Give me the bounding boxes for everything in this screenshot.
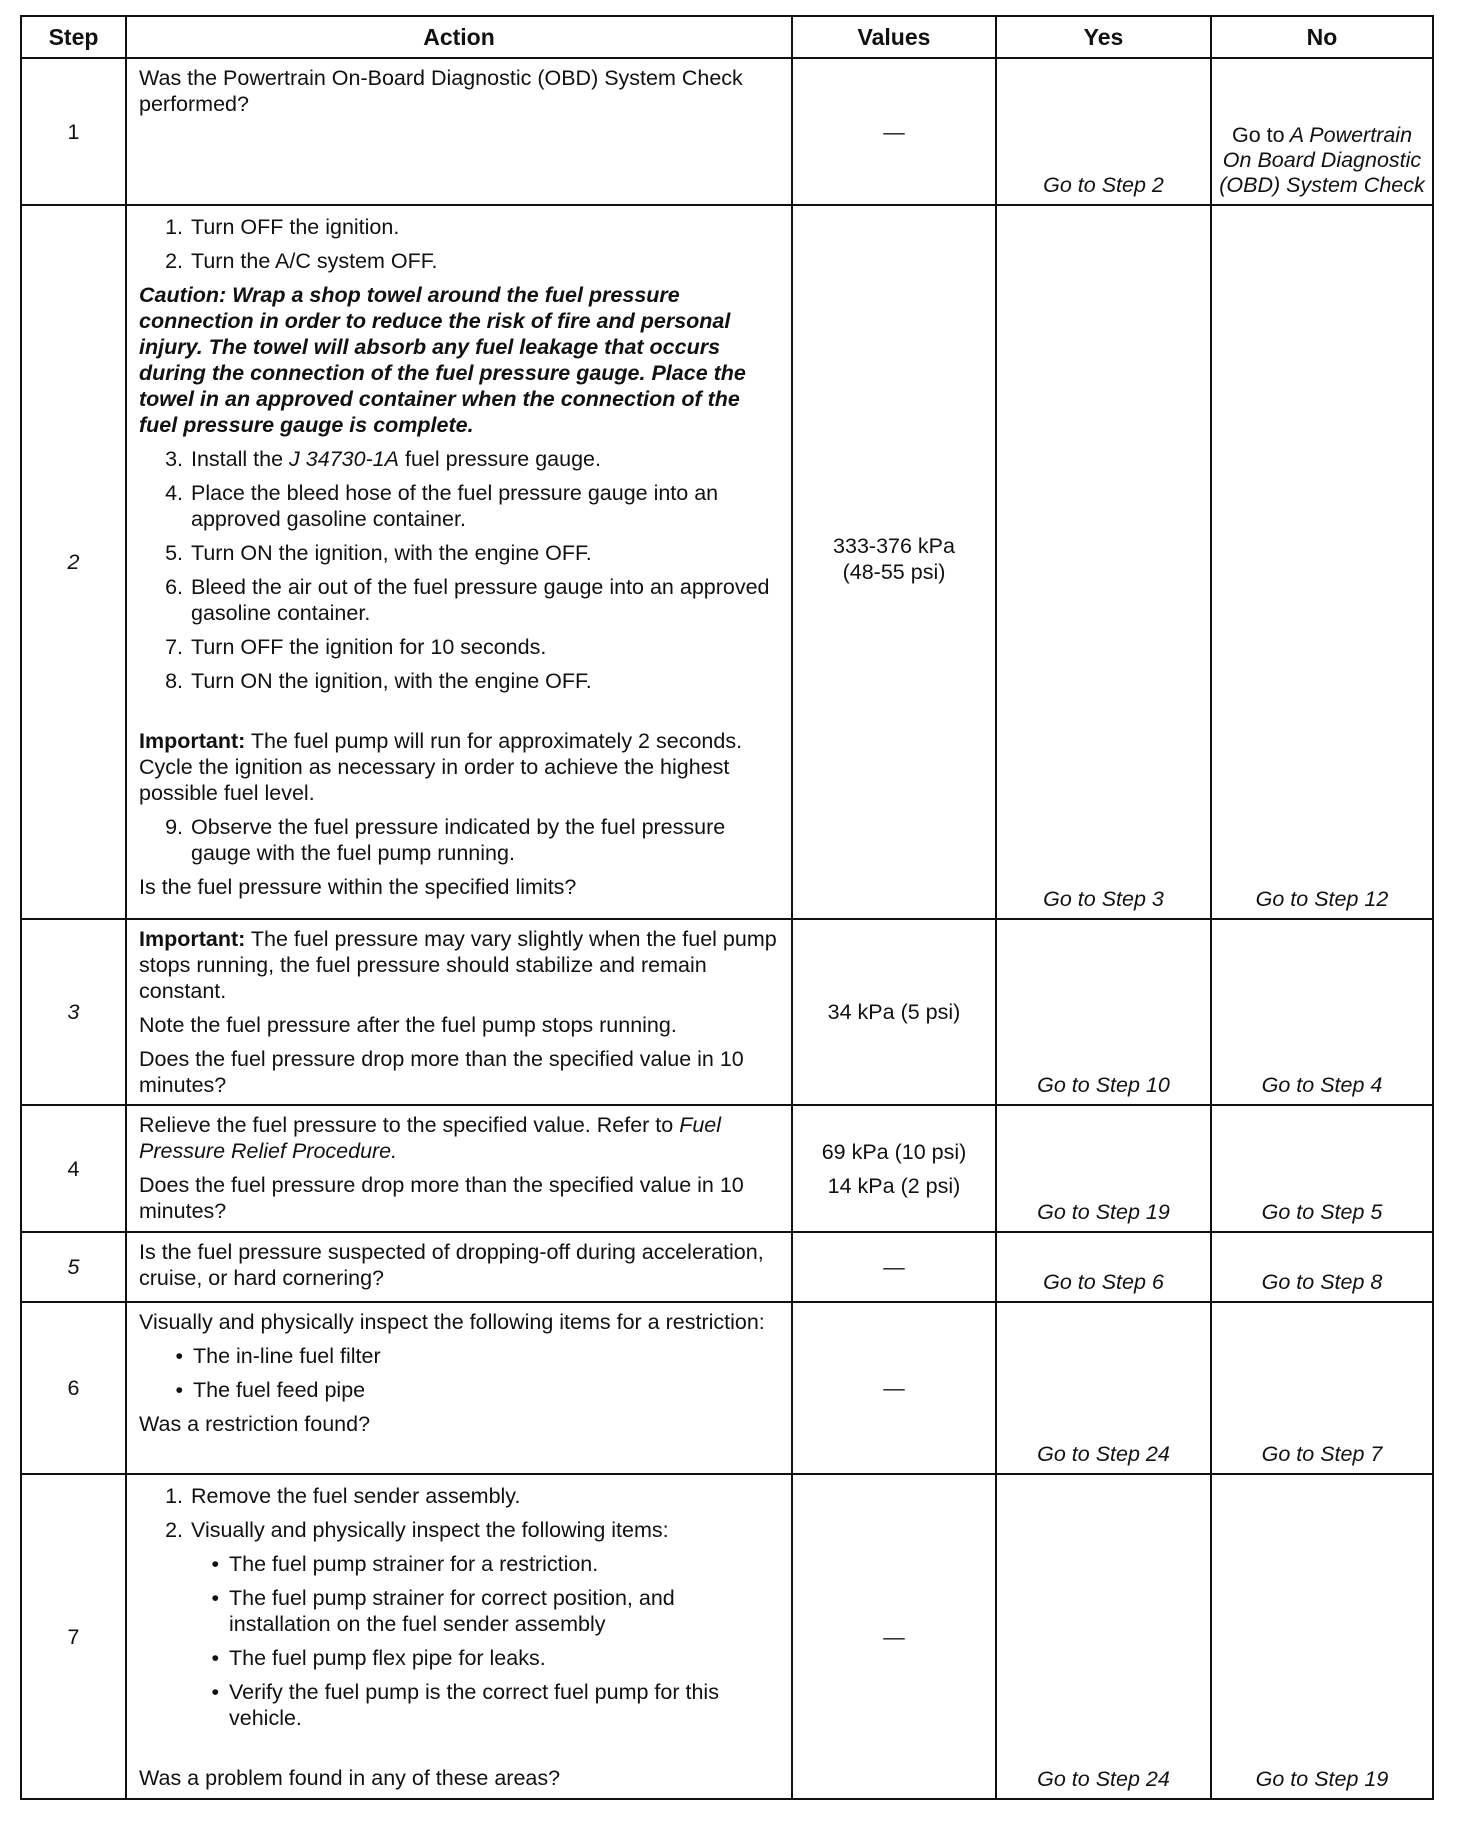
list-item: • The fuel feed pipe bbox=[175, 1378, 366, 1402]
values-cell bbox=[792, 1105, 996, 1232]
step-number: 4 bbox=[21, 1105, 126, 1232]
header-row bbox=[21, 16, 1433, 58]
action-text: Visually and physically inspect the following items for a restriction: bbox=[139, 1310, 765, 1334]
no-cell: Go to Step 19 bbox=[1211, 1474, 1433, 1799]
header-values: Values bbox=[792, 16, 996, 58]
list-item: 1. Remove the fuel sender assembly. bbox=[165, 1484, 521, 1508]
step-number: 7 bbox=[21, 1474, 126, 1799]
action-cell bbox=[126, 919, 792, 1105]
action-cell bbox=[126, 1302, 792, 1474]
action-cell bbox=[126, 1474, 792, 1799]
step-number: 1 bbox=[21, 58, 126, 205]
no-cell: Go to Step 8 bbox=[1211, 1232, 1433, 1302]
list-item: 4. Place the bleed hose of the fuel pressure gauge into an approved gasoline container. bbox=[165, 481, 719, 531]
action-cell bbox=[126, 205, 792, 919]
no-cell: Go to Step 5 bbox=[1211, 1105, 1433, 1232]
values-dash: — bbox=[883, 1376, 905, 1400]
step-number: 5 bbox=[21, 1232, 126, 1302]
table-row bbox=[21, 1302, 1433, 1474]
yes-cell: Go to Step 6 bbox=[996, 1232, 1211, 1302]
action-question: Does the fuel pressure drop more than the specified value in 10 minutes? bbox=[139, 1047, 744, 1097]
yes-cell: Go to Step 24 bbox=[996, 1302, 1211, 1474]
list-item: • The in-line fuel filter bbox=[175, 1344, 381, 1368]
no-cell: Go to Step 12 bbox=[1211, 205, 1433, 919]
action-cell bbox=[126, 1232, 792, 1302]
list-item: 8. Turn ON the ignition, with the engine OFF. bbox=[165, 669, 592, 693]
values-cell bbox=[792, 58, 996, 205]
yes-cell: Go to Step 10 bbox=[996, 919, 1211, 1105]
list-item: 5. Turn ON the ignition, with the engine OFF. bbox=[165, 541, 592, 565]
no-prefix: Go to bbox=[1231, 123, 1285, 147]
diagnostic-table bbox=[20, 15, 1434, 1800]
list-item: 6. Bleed the air out of the fuel pressure gauge into an approved gasoline container. bbox=[165, 575, 770, 625]
action-question: Is the fuel pressure within the specified limits? bbox=[139, 875, 577, 899]
value-line: 333-376 kPa bbox=[833, 534, 955, 558]
action-question: Was a restriction found? bbox=[139, 1412, 371, 1436]
list-item: • The fuel pump flex pipe for leaks. bbox=[211, 1646, 546, 1670]
procedure-reference: Fuel Pressure Relief Procedure. bbox=[139, 1113, 722, 1163]
table-row bbox=[21, 919, 1433, 1105]
header-action: Action bbox=[126, 16, 792, 58]
yes-cell: Go to Step 19 bbox=[996, 1105, 1211, 1232]
table-row bbox=[21, 1232, 1433, 1302]
table-row bbox=[21, 1105, 1433, 1232]
header-yes: Yes bbox=[996, 16, 1211, 58]
action-question: Does the fuel pressure drop more than the specified value in 10 minutes? bbox=[139, 1173, 744, 1223]
no-cell: Go to Step 7 bbox=[1211, 1302, 1433, 1474]
no-link: A Powertrain On Board Diagnostic (OBD) System Check bbox=[1219, 123, 1425, 197]
no-cell: Go to Step 4 bbox=[1211, 919, 1433, 1105]
values-cell bbox=[792, 919, 996, 1105]
list-item: 2. Turn the A/C system OFF. bbox=[165, 249, 438, 273]
header-no: No bbox=[1211, 16, 1433, 58]
action-note: Note the fuel pressure after the fuel pump stops running. bbox=[139, 1013, 677, 1037]
list-item: 2. Visually and physically inspect the following items: bbox=[165, 1518, 669, 1542]
action-cell bbox=[126, 58, 792, 205]
list-item: 7. Turn OFF the ignition for 10 seconds. bbox=[165, 635, 547, 659]
header-step: Step bbox=[21, 16, 126, 58]
value-line: (48-55 psi) bbox=[842, 560, 946, 584]
list-item: • The fuel pump strainer for a restriction. bbox=[211, 1552, 599, 1576]
action-question: Was the Powertrain On-Board Diagnostic (OBD) System Check performed? bbox=[139, 66, 743, 116]
values-dash: — bbox=[883, 1624, 905, 1649]
important-note: Important: The fuel pump will run for approximately 2 seconds. Cycle the ignition as necessary in order to achieve the highest possible fuel level. bbox=[139, 729, 743, 805]
list-item: • Verify the fuel pump is the correct fuel pump for this vehicle. bbox=[211, 1680, 719, 1730]
yes-cell: Go to Step 3 bbox=[996, 205, 1211, 919]
table-row bbox=[21, 58, 1433, 205]
action-text: Relieve the fuel pressure to the specified value. Refer to Fuel Pressure Relief Procedure. bbox=[139, 1113, 722, 1163]
step-number: 2 bbox=[21, 205, 126, 919]
values-dash: — bbox=[883, 119, 905, 144]
value-line: 34 kPa (5 psi) bbox=[827, 1000, 961, 1024]
yes-cell: Go to Step 24 bbox=[996, 1474, 1211, 1799]
tool-reference: J 34730-1A bbox=[289, 447, 399, 471]
values-cell bbox=[792, 205, 996, 919]
list-item: 9. Observe the fuel pressure indicated by the fuel pressure gauge with the fuel pump running. bbox=[165, 815, 726, 865]
yes-cell: Go to Step 2 bbox=[996, 58, 1211, 205]
action-question: Is the fuel pressure suspected of dropping-off during acceleration, cruise, or hard cornering? bbox=[139, 1240, 764, 1290]
list-item: 3. Install the J 34730-1A fuel pressure gauge. bbox=[165, 447, 601, 471]
list-item: 1. Turn OFF the ignition. bbox=[165, 215, 400, 239]
caution-note: Caution: Wrap a shop towel around the fuel pressure connection in order to reduce the risk of fire and personal injury. The towel will absorb any fuel leakage that occurs during the connection of the fuel pressure gauge. Place the towel in an approved container when the connection of the fuel pressure gauge is complete. bbox=[139, 283, 746, 437]
table-row bbox=[21, 1474, 1433, 1799]
table-row bbox=[21, 205, 1433, 919]
values-cell bbox=[792, 1302, 996, 1474]
step-number: 6 bbox=[21, 1302, 126, 1474]
important-note: Important: The fuel pressure may vary slightly when the fuel pump stops running, the fuel pressure should stabilize and remain constant. bbox=[139, 927, 777, 1003]
no-cell bbox=[1211, 58, 1433, 205]
values-cell bbox=[792, 1232, 996, 1302]
action-cell bbox=[126, 1105, 792, 1232]
values-dash: — bbox=[883, 1255, 905, 1279]
action-question: Was a problem found in any of these areas? bbox=[139, 1766, 561, 1790]
value-line: 69 kPa (10 psi) bbox=[821, 1139, 967, 1164]
value-line: 14 kPa (2 psi) bbox=[827, 1173, 961, 1198]
values-cell bbox=[792, 1474, 996, 1799]
list-item: • The fuel pump strainer for correct position, and installation on the fuel sender assembly bbox=[211, 1586, 675, 1636]
step-number: 3 bbox=[21, 919, 126, 1105]
